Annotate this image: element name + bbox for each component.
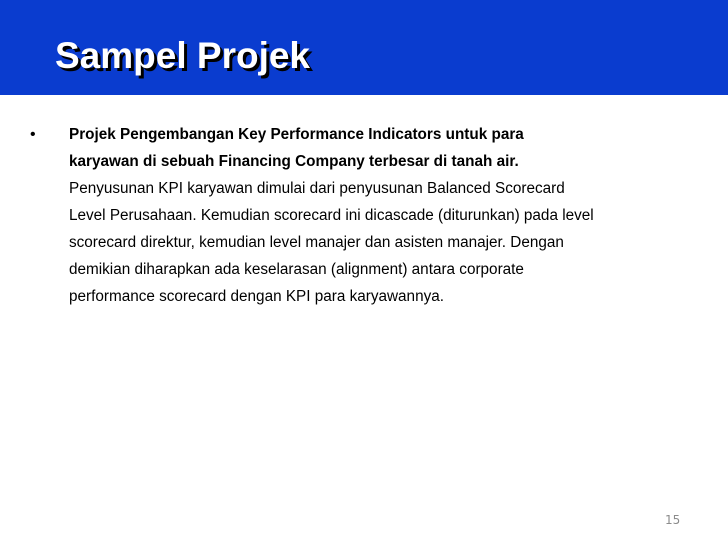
bullet-paragraph — [69, 121, 709, 310]
bullet-line: scorecard direktur, kemudian level manajer dan asisten manajer. Dengan — [69, 234, 564, 251]
bullet-line: demikian diharapkan ada keselarasan (alignment) antara corporate — [69, 261, 524, 278]
bullet-line: karyawan di sebuah Financing Company terbesar di tanah air. — [69, 153, 519, 170]
bullet-icon: • — [30, 126, 36, 143]
bullet-line: Penyusunan KPI karyawan dimulai dari penyusunan Balanced Scorecard — [69, 180, 565, 197]
bullet-line: performance scorecard dengan KPI para karyawannya. — [69, 288, 444, 305]
page-number: 15 — [665, 513, 681, 527]
bullet-line: Level Perusahaan. Kemudian scorecard ini dicascade (diturunkan) pada level — [69, 207, 594, 224]
bullet-line: Projek Pengembangan Key Performance Indicators untuk para — [69, 126, 524, 143]
title-bar — [0, 0, 728, 95]
slide-title: Sampel Projek — [55, 35, 311, 76]
